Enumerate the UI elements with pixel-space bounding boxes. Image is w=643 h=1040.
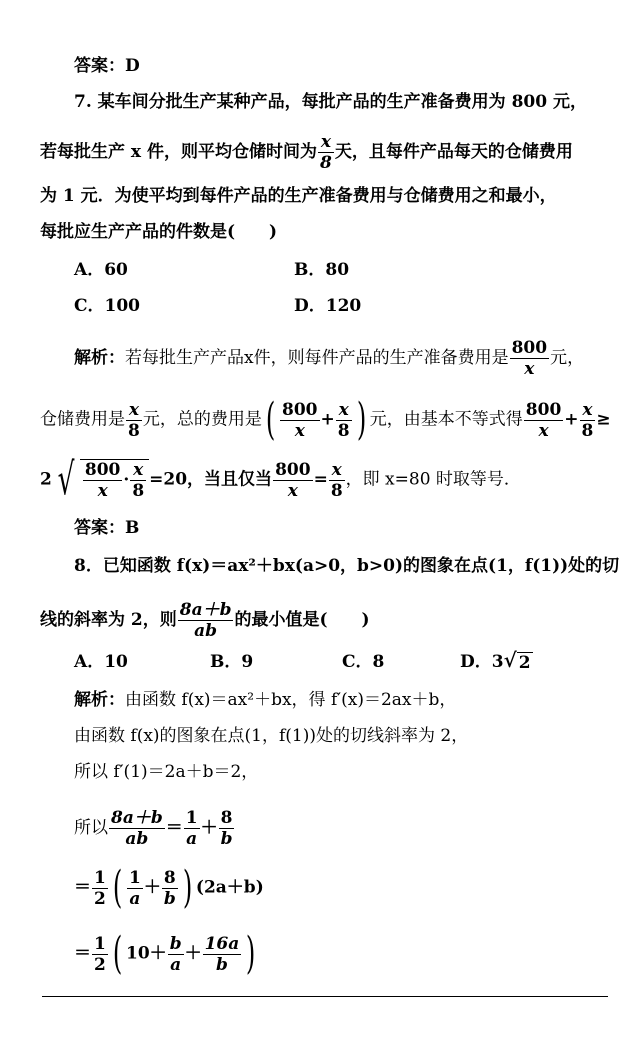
plus-sign: ＋ — [200, 818, 218, 838]
sol7-line-1 — [74, 338, 584, 379]
sol8-frac-b-over-a: $\frac{b}{a}$ — [169, 933, 182, 975]
q7-option-d: D．120 — [294, 296, 362, 316]
q7-option-a: A．60 — [74, 260, 128, 280]
sol7-line-2-text-c: 元，由基本不等式得 — [369, 409, 523, 430]
sol7-fraction-x-over-8: $\frac{x}{8}$ — [128, 399, 140, 441]
radical-sign: √ — [57, 454, 75, 505]
sol7-line-1-end: 元， — [550, 348, 585, 368]
sol8-frac-1-over-a: $\frac{1}{a}$ — [129, 867, 141, 909]
q7-option-b: B．80 — [294, 260, 350, 280]
sol7-line-3-end: ，即 x=80 时取等号． — [345, 469, 521, 490]
q7-line-2-text-a: 若每批生产 x 件，则平均仓储时间为 — [40, 142, 317, 162]
q7-answer: 答案：B — [74, 518, 140, 538]
plus-sign: + — [564, 409, 579, 430]
q8-option-b: B．9 — [210, 652, 254, 672]
sol7-line-2-text-b: 元，总的费用是 — [142, 409, 262, 430]
equals-sign: = — [313, 469, 328, 490]
q8-line-2-text-a: 线的斜率为 2，则 — [40, 610, 177, 630]
q7-line-1: 7. 某车间分批生产某种产品，每批产品的生产准备费用为 800 元， — [74, 92, 587, 112]
q7-line-2-text-b: 天，且每件产品每天的仓储费用 — [334, 142, 573, 162]
sol7-eq-frac-1: $\frac{800}{x}$ — [275, 459, 311, 501]
left-paren: ( — [112, 862, 123, 913]
sol7-line-1-text: 若每批生产产品x件，则每件产品的生产准备费用是 — [125, 348, 509, 368]
sol8-ten-plus: 10＋ — [126, 943, 167, 964]
q8-option-c: C．8 — [342, 652, 385, 672]
sol7-line-2-text-a: 仓储费用是 — [40, 409, 125, 430]
sol8-line-1-text: 由函数 f(x)＝ax²＋bx，得 f′(x)＝2ax＋b， — [125, 690, 457, 710]
radicand: $\frac{800}{x}$ · $\frac{x}{8}$ — [80, 459, 149, 501]
sol8-line-5-tail: (2a＋b) — [195, 877, 264, 898]
q8-fraction: $\frac{8a+b}{ab}$ — [179, 600, 232, 641]
sol8-line-5 — [74, 862, 264, 913]
q7-fraction-x-over-8: $\frac{x}{8}$ — [319, 132, 332, 173]
sol8-frac-16a-over-b: $\frac{16a}{b}$ — [204, 933, 240, 975]
equals-sign: ＝ — [74, 943, 91, 964]
sol8-frac-8-over-b: $\frac{8}{b}$ — [163, 867, 176, 909]
plus-sign: ＋ — [184, 943, 202, 964]
sol7-label: 解析： — [74, 348, 125, 368]
sol7-line-3 — [40, 454, 521, 505]
q7-option-c: C．100 — [74, 296, 141, 316]
q8-line-2-text-b: 的最小值是( ) — [234, 610, 370, 630]
sol8-frac-half: $\frac{1}{2}$ — [94, 933, 106, 975]
sol8-line-3: 所以 f′(1)＝2a＋b＝2， — [74, 762, 259, 782]
coefficient-two: 2 — [40, 469, 52, 490]
sol8-frac-8a-plus-b: $\frac{8a+b}{ab}$ — [111, 808, 163, 849]
q7-line-4: 每批应生产产品的件数是( ) — [40, 222, 278, 242]
sol7-line-2 — [40, 394, 611, 445]
sol7-eq-frac-2: $\frac{x}{8}$ — [330, 459, 343, 501]
plus-sign: ＋ — [143, 877, 161, 898]
sqrt-expression — [52, 454, 149, 505]
q8-option-d-radicand: 2 — [518, 653, 531, 673]
sol8-line-1 — [74, 690, 456, 710]
plus-sign: + — [320, 409, 335, 430]
sol8-frac-8-over-b: $\frac{8}{b}$ — [220, 808, 233, 849]
q8-line-2 — [40, 600, 370, 641]
q8-option-a: A．10 — [74, 652, 128, 672]
right-paren: ) — [246, 928, 256, 979]
previous-answer: 答案：D — [74, 56, 140, 76]
sol7-fraction-800-over-x: $\frac{800}{x}$ — [511, 338, 548, 379]
sol8-line-4-text: 所以 — [74, 818, 108, 838]
geq-sign: ≥ — [596, 409, 611, 430]
q8-option-d — [460, 650, 533, 673]
left-paren: ( — [265, 394, 276, 445]
sol8-label: 解析： — [74, 690, 125, 710]
sol8-frac-1-over-a: $\frac{1}{a}$ — [185, 808, 198, 849]
sol8-line-4 — [74, 808, 235, 849]
q7-line-2 — [40, 132, 573, 173]
sol7-total-frac-2: $\frac{x}{8}$ — [337, 399, 350, 441]
sol8-line-6 — [74, 928, 259, 979]
equals-sign: ＝ — [74, 877, 91, 898]
right-paren: ) — [356, 394, 366, 445]
radical-sign: √ — [503, 648, 517, 672]
sol8-line-2: 由函数 f(x)的图象在点(1，f(1))处的切线斜率为 2， — [74, 726, 469, 746]
q8-line-1: 8．已知函数 f(x)＝ax²＋bx(a>0，b>0)的图象在点(1，f(1))处的切 — [74, 556, 620, 576]
bottom-rule — [42, 996, 608, 997]
right-paren: ) — [182, 862, 193, 913]
sol8-frac-half: $\frac{1}{2}$ — [94, 867, 106, 909]
left-paren: ( — [112, 928, 123, 979]
q7-line-3: 为 1 元．为使平均到每件产品的生产准备费用与仓储费用之和最小， — [40, 186, 557, 206]
sol7-ineq-frac-2: $\frac{x}{8}$ — [581, 399, 594, 441]
sol7-total-frac-1: $\frac{800}{x}$ — [282, 399, 318, 441]
sol7-ineq-frac-1: $\frac{800}{x}$ — [525, 399, 562, 441]
sol7-line-3-text: =20，当且仅当 — [149, 469, 273, 490]
q8-option-d-text: D．3 — [460, 652, 504, 672]
equals-sign: ＝ — [165, 818, 183, 838]
